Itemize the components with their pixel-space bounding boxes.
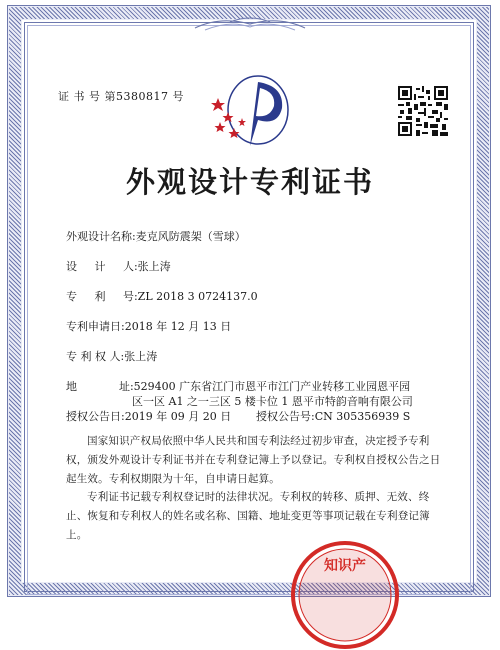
address-label: 地 址: xyxy=(66,380,134,393)
top-ornament xyxy=(190,14,310,34)
grant-number-value: CN 305356939 S xyxy=(314,410,411,423)
grant-date-row xyxy=(66,408,231,424)
certificate-title: 外观设计专利证书 xyxy=(125,165,374,199)
filing-date-row xyxy=(66,318,231,334)
address-line-1: 529400 广东省江门市恩平市江门产业转移工业园恩平园 xyxy=(133,380,411,393)
patentee-label: 专 利 权 人: xyxy=(66,350,125,363)
grant-date-label: 授权公告日: xyxy=(66,410,125,423)
address-row xyxy=(66,378,410,394)
designer-value: 张上涛 xyxy=(137,260,171,273)
patentee-row xyxy=(66,348,157,364)
certificate-number: 证 书 号 第5380817 号 xyxy=(58,90,184,103)
design-name-value: 麦克风防震架（雪球） xyxy=(135,230,246,243)
patent-number-value: ZL 2018 3 0724137.0 xyxy=(137,290,258,303)
paragraph-legal-status: 专利证书记载专利权登记时的法律状况。专利权的转移、质押、无效、终止、恢复和专利权人的姓名或名称、国籍、地址变更等事项记载在专利登记簿上。 xyxy=(66,491,430,541)
cnipa-logo xyxy=(206,68,292,148)
patentee-value: 张上涛 xyxy=(124,350,158,363)
filing-date-label: 专利申请日: xyxy=(66,320,125,333)
filing-date-value: 2018 年 12 月 13 日 xyxy=(124,320,232,333)
patent-number-label: 专 利 号: xyxy=(66,290,138,303)
designer-label: 设 计 人: xyxy=(66,260,138,273)
paragraph-grant: 国家知识产权局依照中华人民共和国专利法经过初步审查，决定授予专利权，颁发外观设计专利证书并在专利登记簿上予以登记。专利权自授权公告之日起生效。专利权期限为十年，自申请日起算。 xyxy=(66,435,441,485)
design-name-label: 外观设计名称: xyxy=(66,230,136,243)
grant-number-row xyxy=(256,408,410,424)
qr-code xyxy=(398,86,448,136)
address-line-2: 区一区 A1 之一三区 5 楼卡位 1 恩平市特韵音响有限公司 xyxy=(132,395,413,408)
designer-row xyxy=(66,258,171,274)
grant-date-value: 2019 年 09 月 20 日 xyxy=(124,410,232,423)
design-name-row xyxy=(66,228,246,244)
patent-number-row xyxy=(66,288,258,304)
grant-number-label: 授权公告号: xyxy=(256,410,315,423)
official-seal xyxy=(290,540,400,650)
svg-text:知识产: 知识产 xyxy=(324,558,366,574)
